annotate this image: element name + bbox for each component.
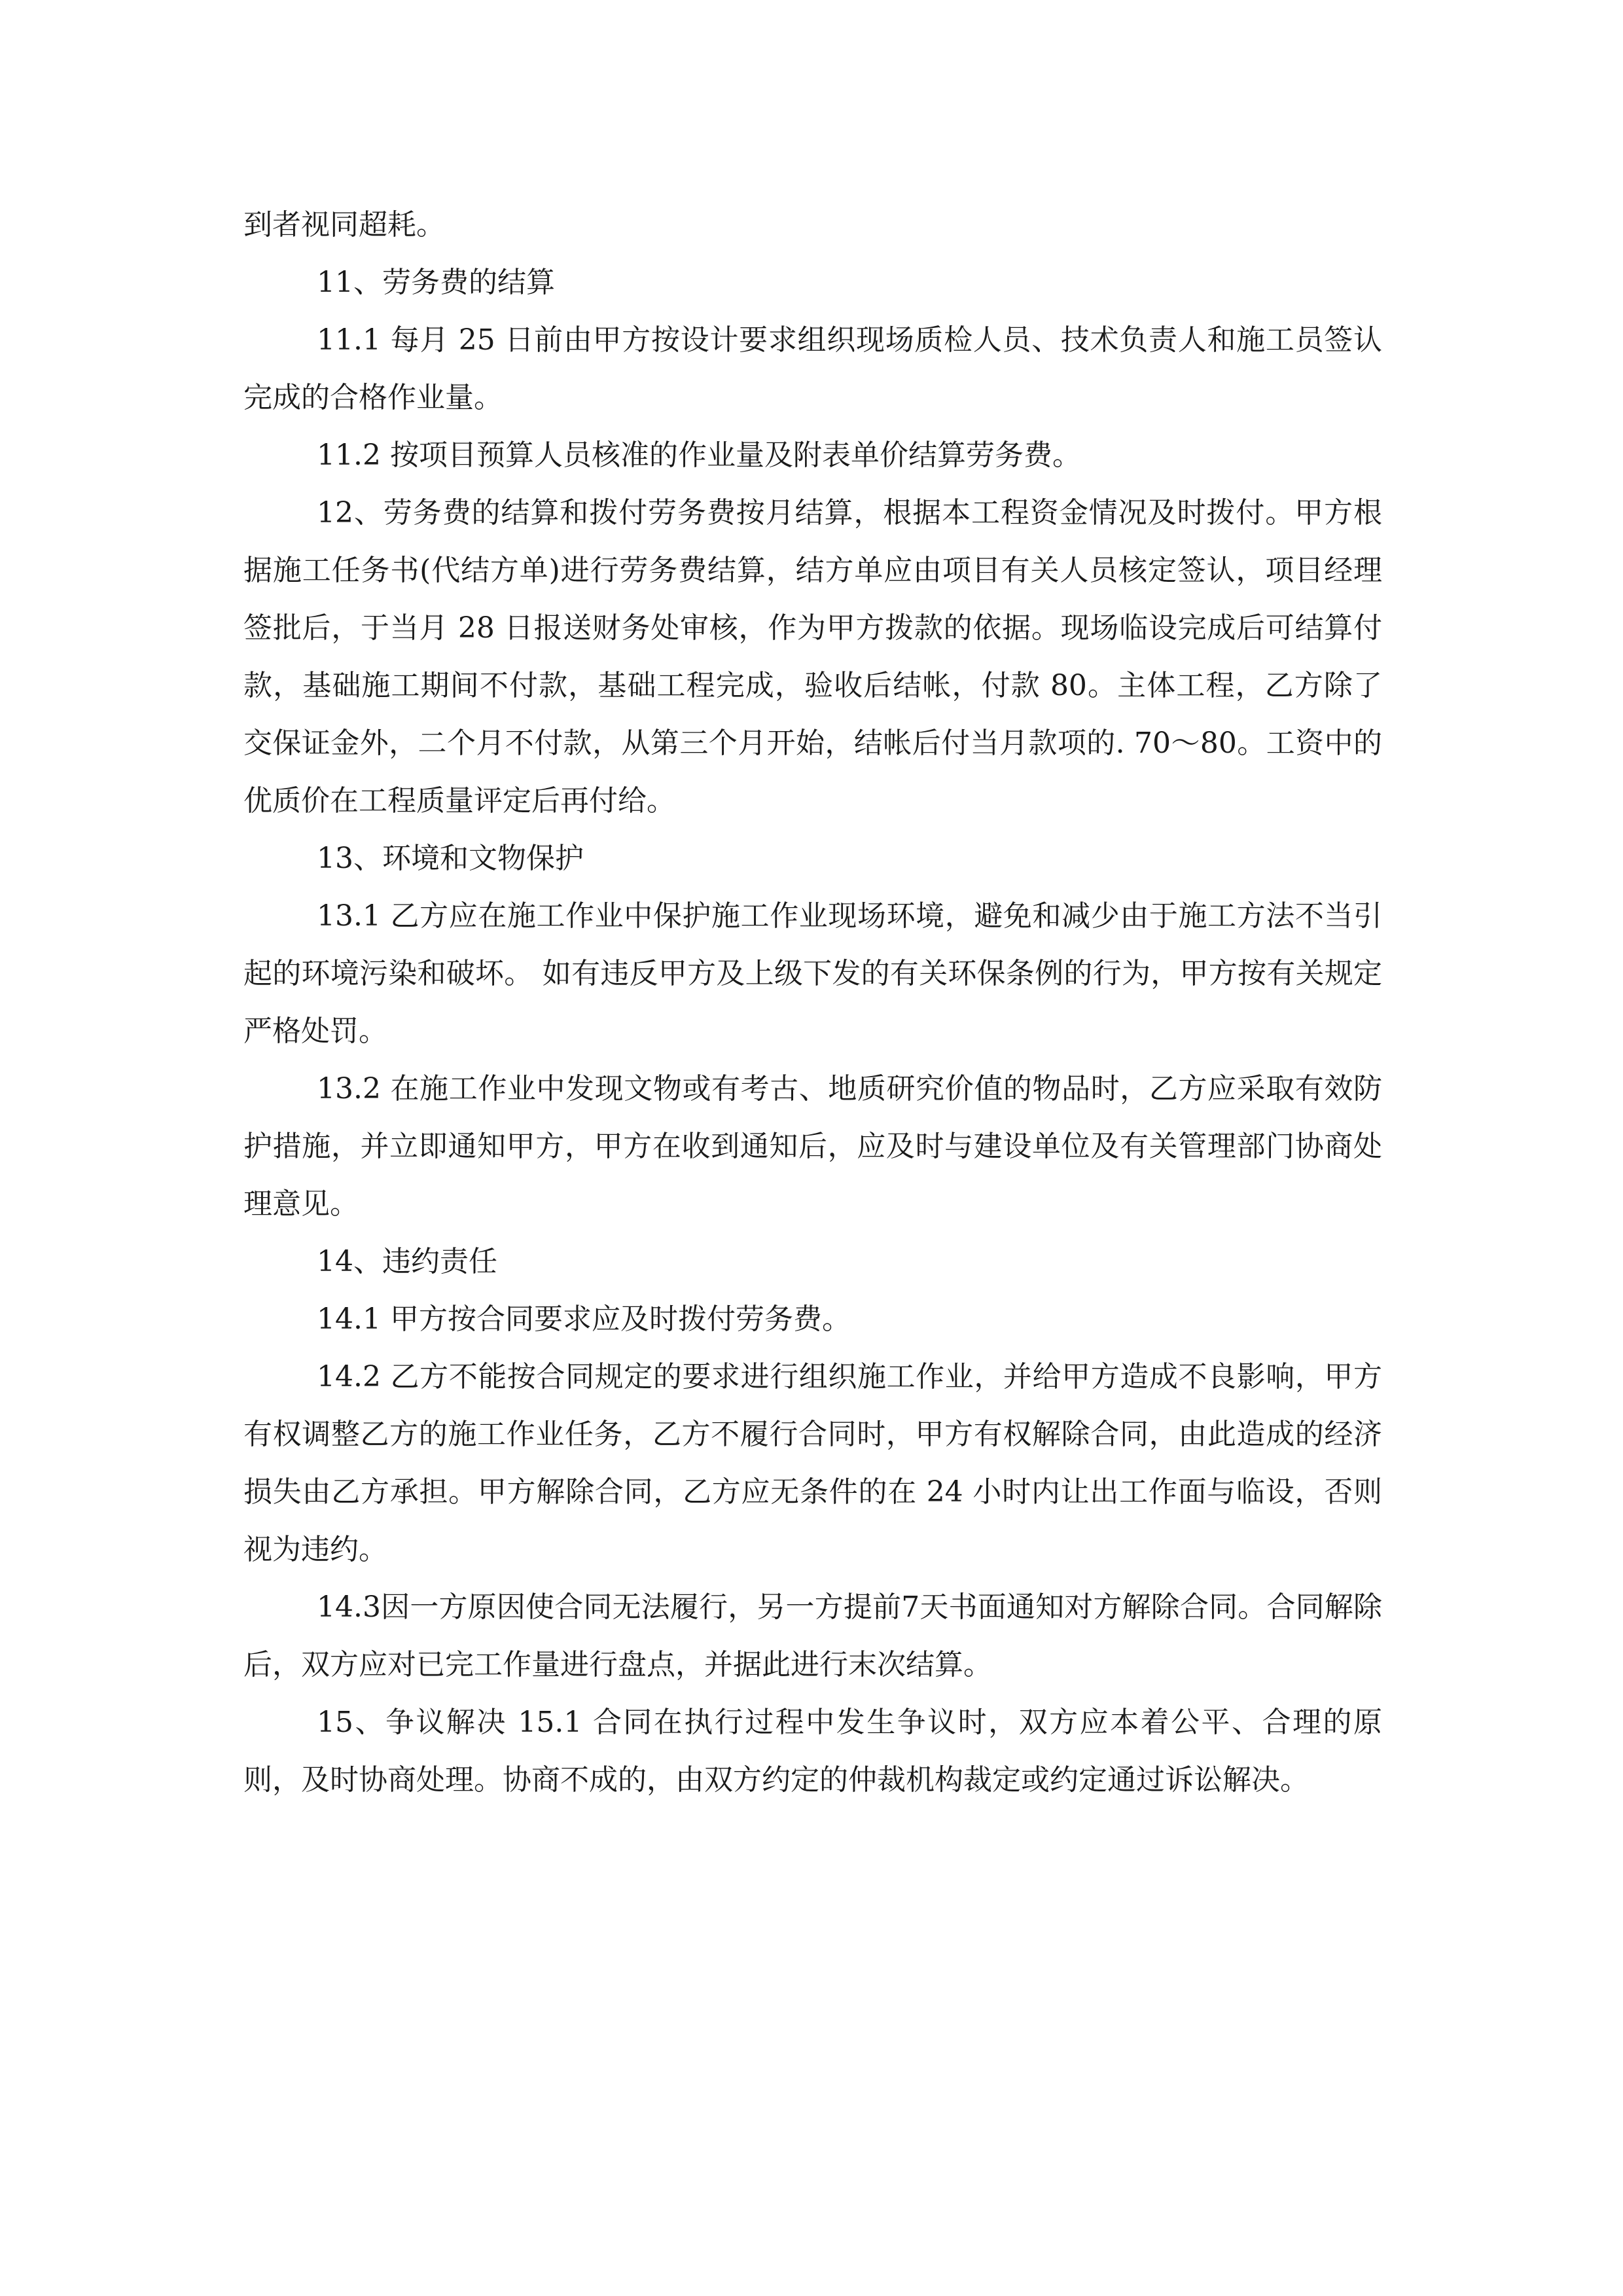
clause-11-2: 11.2 按项目预算人员核准的作业量及附表单价结算劳务费。 [317,439,1081,472]
section-heading-11: 11、劳务费的结算 [317,266,555,299]
clause-13-1: 13.1 乙方应在施工作业中保护施工作业现场环境，避免和减少由于施工方法不当引起的环境污染和破坏。 如有违反甲方及上级下发的有关环保条例的行为，甲方按有关规定严格处罚。 [243,899,1382,1048]
section-12-payment: 12、劳务费的结算和拨付劳务费按月结算，根据本工程资金情况及时拨付。甲方根据施工任务书(代结方单)进行劳务费结算，结方单应由项目有关人员核定签认，项目经理签批后，于当月 28 日报送财务处审核，作为甲方拨款的依据。现场临设完成后可结算付款，基础施工期间不付款，基础工程完成，验收后结帐，付款 80。主体工程，乙方除了交保证金外，二个月不付款，从第三个月开始，结帐后付当月款项的. 70～80。工资中的优质价在工程质量评定后再付给。 [243,496,1382,817]
clause-14-2: 14.2 乙方不能按合同规定的要求进行组织施工作业，并给甲方造成不良影响，甲方有权调整乙方的施工作业任务，乙方不履行合同时，甲方有权解除合同，由此造成的经济损失由乙方承担。甲方解除合同，乙方应无条件的在 24 小时内让出工作面与临设，否则视为违约。 [243,1360,1382,1566]
section-15-dispute: 15、争议解决 15.1 合同在执行过程中发生争议时，双方应本着公平、合理的原则，及时协商处理。协商不成的，由双方约定的仲裁机构裁定或约定通过诉讼解决。 [243,1706,1382,1797]
section-heading-14: 14、违约责任 [317,1245,497,1278]
document-body [243,196,1382,1809]
clause-14-1: 14.1 甲方按合同要求应及时拨付劳务费。 [317,1302,851,1336]
paragraph-continuation: 到者视同超耗。 [243,208,445,242]
clause-14-3: 14.3因一方原因使合同无法履行，另一方提前7天书面通知对方解除合同。合同解除后，双方应对已完工作量进行盘点，并据此进行末次结算。 [243,1590,1382,1681]
section-heading-13: 13、环境和文物保护 [317,842,584,875]
clause-11-1: 11.1 每月 25 日前由甲方按设计要求组织现场质检人员、技术负责人和施工员签认完成的合格作业量。 [243,323,1382,414]
clause-13-2: 13.2 在施工作业中发现文物或有考古、地质研究价值的物品时，乙方应采取有效防护措施，并立即通知甲方，甲方在收到通知后，应及时与建设单位及有关管理部门协商处理意见。 [243,1072,1382,1221]
